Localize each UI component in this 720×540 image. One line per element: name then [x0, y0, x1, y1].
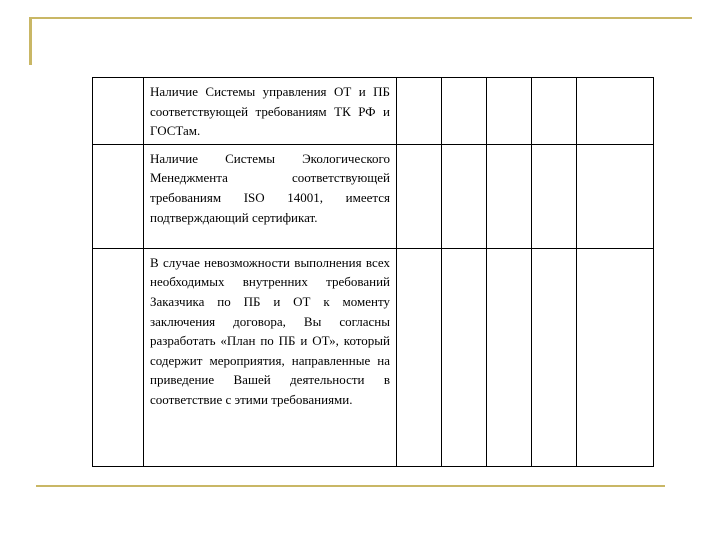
requirement-cell — [144, 248, 397, 466]
comment-cell[interactable] — [577, 78, 654, 145]
decorative-top-line — [29, 17, 692, 19]
answer-cell[interactable] — [442, 78, 487, 145]
answer-cell[interactable] — [532, 144, 577, 248]
requirement-cell — [144, 78, 397, 145]
row-number-cell — [93, 144, 144, 248]
answer-cell[interactable] — [442, 248, 487, 466]
answer-cell[interactable] — [397, 144, 442, 248]
table-row — [93, 144, 654, 248]
table-row — [93, 78, 654, 145]
answer-cell[interactable] — [487, 78, 532, 145]
answer-cell[interactable] — [487, 248, 532, 466]
answer-cell[interactable] — [487, 144, 532, 248]
row-number-cell — [93, 78, 144, 145]
requirements-table — [92, 77, 654, 467]
answer-cell[interactable] — [532, 78, 577, 145]
requirement-text: Наличие Системы Экологического Менеджмента соответствующей требованиям ISO 14001, имеется подтверждающий сертификат. — [150, 150, 390, 225]
requirement-cell — [144, 144, 397, 248]
decorative-bottom-line — [36, 485, 665, 487]
answer-cell[interactable] — [442, 144, 487, 248]
answer-cell[interactable] — [397, 248, 442, 466]
requirement-text: Наличие Системы управления ОТ и ПБ соответствующей требованиям ТК РФ и ГОСТам. — [150, 84, 390, 139]
row-number-cell — [93, 248, 144, 466]
table-row — [93, 248, 654, 466]
comment-cell[interactable] — [577, 248, 654, 466]
requirement-text: В случае невозможности выполнения всех необходимых внутренних требований Заказчика по ПБ и ОТ к моменту заключения договора, Вы согласны разработать «План по ПБ и ОТ», который содержит мероприятия, направленные на приведение Вашей деятельности в соответствие с этими требованиями. — [150, 254, 390, 407]
answer-cell[interactable] — [532, 248, 577, 466]
comment-cell[interactable] — [577, 144, 654, 248]
answer-cell[interactable] — [397, 78, 442, 145]
decorative-vertical-line — [29, 17, 32, 65]
